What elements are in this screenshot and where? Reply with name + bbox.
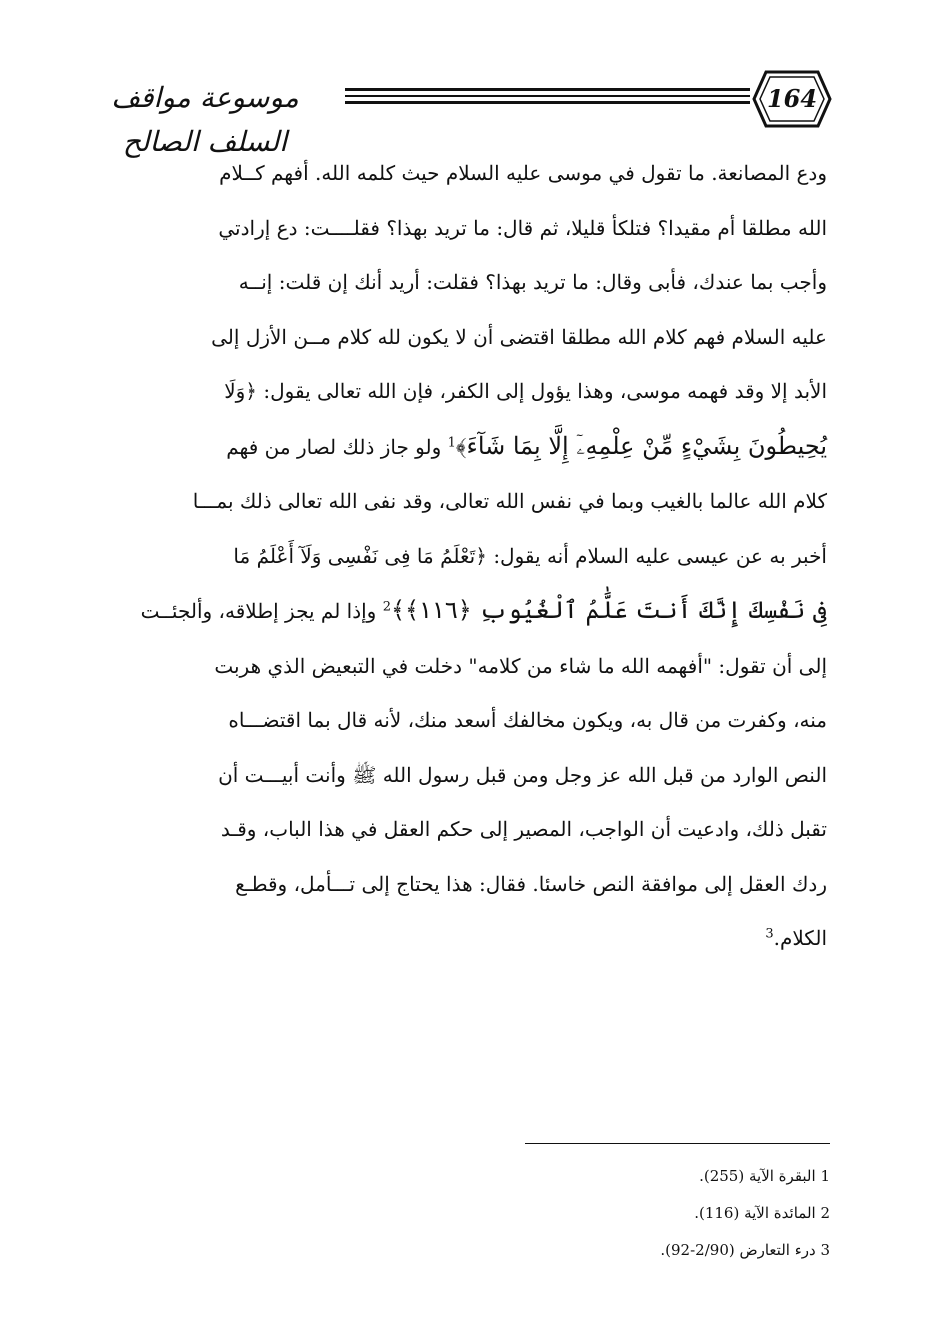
quran-verse: يُحِيطُونَ بِشَيْءٍ مِّنْ عِلْمِهِۦٓ إِلَّا بِمَا شَآءَ﴾ [455, 431, 827, 460]
main-text [105, 146, 827, 966]
footnote: 3 درء التعارض (2/90-92). [660, 1241, 830, 1259]
text-line: تقبل ذلك، وادعيت أن الواجب، المصير إلى حكم العقل في هذا الباب، وقـد [220, 817, 827, 841]
text-line: وأجب بما عندك، فأبى وقال: ما تريد بهذا؟ فقلت: أريد أنك إن قلت: إنــه [238, 270, 827, 294]
quran-verse: فِى نَفْسِكَ إِنَّكَ أَنتَ عَلَّٰمُ ٱلْغُيُوبِ ﴿١١٦﴾﴾ [390, 596, 827, 624]
text-segment: وإذا لم يجز إطلاقه، وألجئــت [140, 599, 377, 623]
page-number-badge [750, 68, 834, 130]
text-line: ردك العقل إلى موافقة النص خاسئا. فقال: هذا يحتاج إلى تـــأمل، وقطـع [235, 871, 827, 896]
page-number: 164 [766, 84, 818, 113]
text-line: إلى أن تقول: "أفهمه الله ما شاء من كلامه" دخلت في التبعيض الذي هربت [214, 653, 827, 678]
text-line [105, 419, 827, 475]
text-segment: الكلام. [773, 926, 827, 950]
footnote-ref: 3 [765, 926, 774, 942]
text-line: الله مطلقا أم مقيدا؟ فتلكأ قليلا، ثم قال: ما تريد بهذا؟ فقلــــت: دع إرادتي [218, 215, 827, 240]
text-line: أخبر به عن عيسى عليه السلام أنه يقول: ﴿تَعْلَمُ مَا فِى نَفْسِى وَلَآ أَعْلَمُ مَا [233, 543, 827, 568]
footnote-ref: 1 [447, 434, 456, 450]
text-line: كلام الله عالما بالغيب وبما في نفس الله تعالى، وقد نفى الله تعالى ذلك بمـــا [192, 489, 827, 513]
book-title: موسوعة مواقف السلف الصالح [111, 81, 299, 158]
footnotes [500, 1158, 830, 1269]
text-line: ودع المصانعة. ما تقول في موسى عليه السلام حيث كلمه الله. أفهم كــلام [219, 161, 827, 185]
footnote: 2 المائدة الآية (116). [694, 1204, 830, 1222]
text-line: عليه السلام فهم كلام الله مطلقا اقتضى أن لا يكون لله كلام مــن الأزل إلى [211, 324, 827, 349]
text-segment: ولو جاز ذلك لصار من فهم [226, 434, 442, 459]
header-rule [345, 86, 750, 108]
footnote: 1 البقرة الآية (255). [699, 1167, 830, 1185]
text-line [105, 911, 827, 966]
footnote-ref: 2 [382, 599, 391, 615]
text-line: منه، وكفرت من قال به، ويكون مخالفك أسعد منك، لأنه قال بما اقتضـــاه [228, 708, 827, 732]
page-header [70, 68, 840, 158]
footnote-divider [525, 1143, 830, 1144]
text-line [105, 583, 827, 639]
text-line: الأبد إلا وقد فهمه موسى، وهذا يؤول إلى الكفر، فإن الله تعالى يقول: ﴿وَلَا [224, 379, 827, 403]
text-line: النص الوارد من قبل الله عز وجل ومن قبل رسول الله ﷺ وأنت أبيـــت أن [218, 762, 827, 787]
